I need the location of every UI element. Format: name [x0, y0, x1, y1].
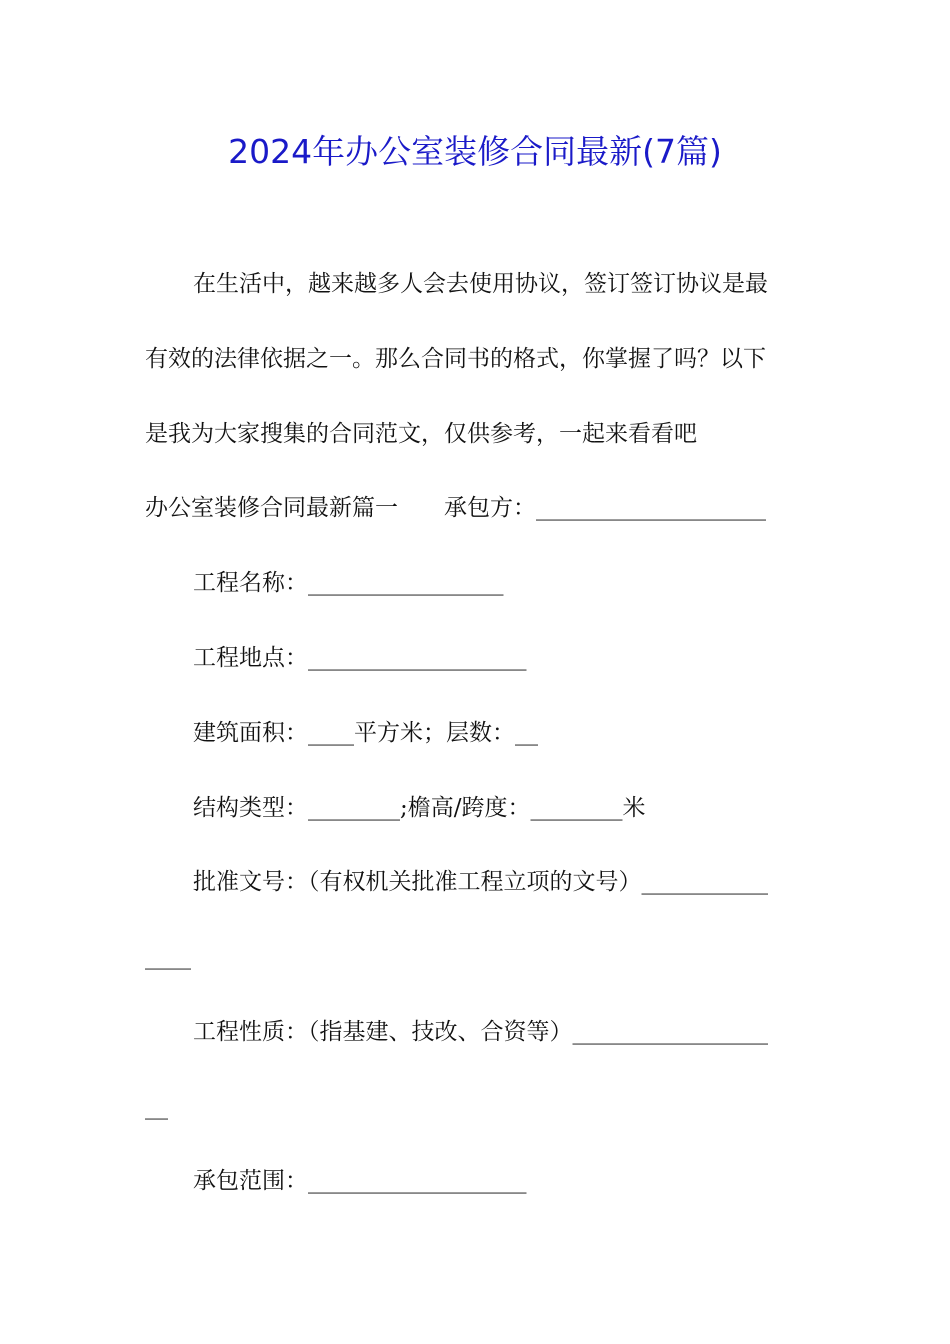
field-project-name: 工程名称：_________________ [193, 570, 504, 596]
field-project-nature-continuation: __ [145, 1094, 168, 1120]
paragraph-line-3: 是我为大家搜集的合同范文，仅供参考，一起来看看吧 [145, 421, 697, 447]
field-contract-scope: 承包范围：___________________ [193, 1168, 527, 1194]
field-structure-type: 结构类型：________;檐高/跨度：________米 [193, 795, 646, 821]
field-project-location: 工程地点：___________________ [193, 645, 527, 671]
paragraph-line-1: 在生活中，越来越多人会去使用协议，签订签订协议是最 [193, 271, 768, 297]
page-title: 2024年办公室装修合同最新(7篇) [228, 132, 722, 171]
section-heading-line: 办公室装修合同最新篇一 承包方：____________________ [145, 495, 766, 521]
field-approval-number: 批准文号：（有权机关批准工程立项的文号）___________ [193, 869, 768, 895]
field-approval-number-continuation: ____ [145, 944, 191, 970]
field-building-area: 建筑面积：____平方米；层数：__ [193, 720, 538, 746]
paragraph-line-2: 有效的法律依据之一。那么合同书的格式，你掌握了吗？以下 [145, 346, 766, 372]
field-project-nature: 工程性质：（指基建、技改、合资等）_________________ [193, 1019, 768, 1045]
